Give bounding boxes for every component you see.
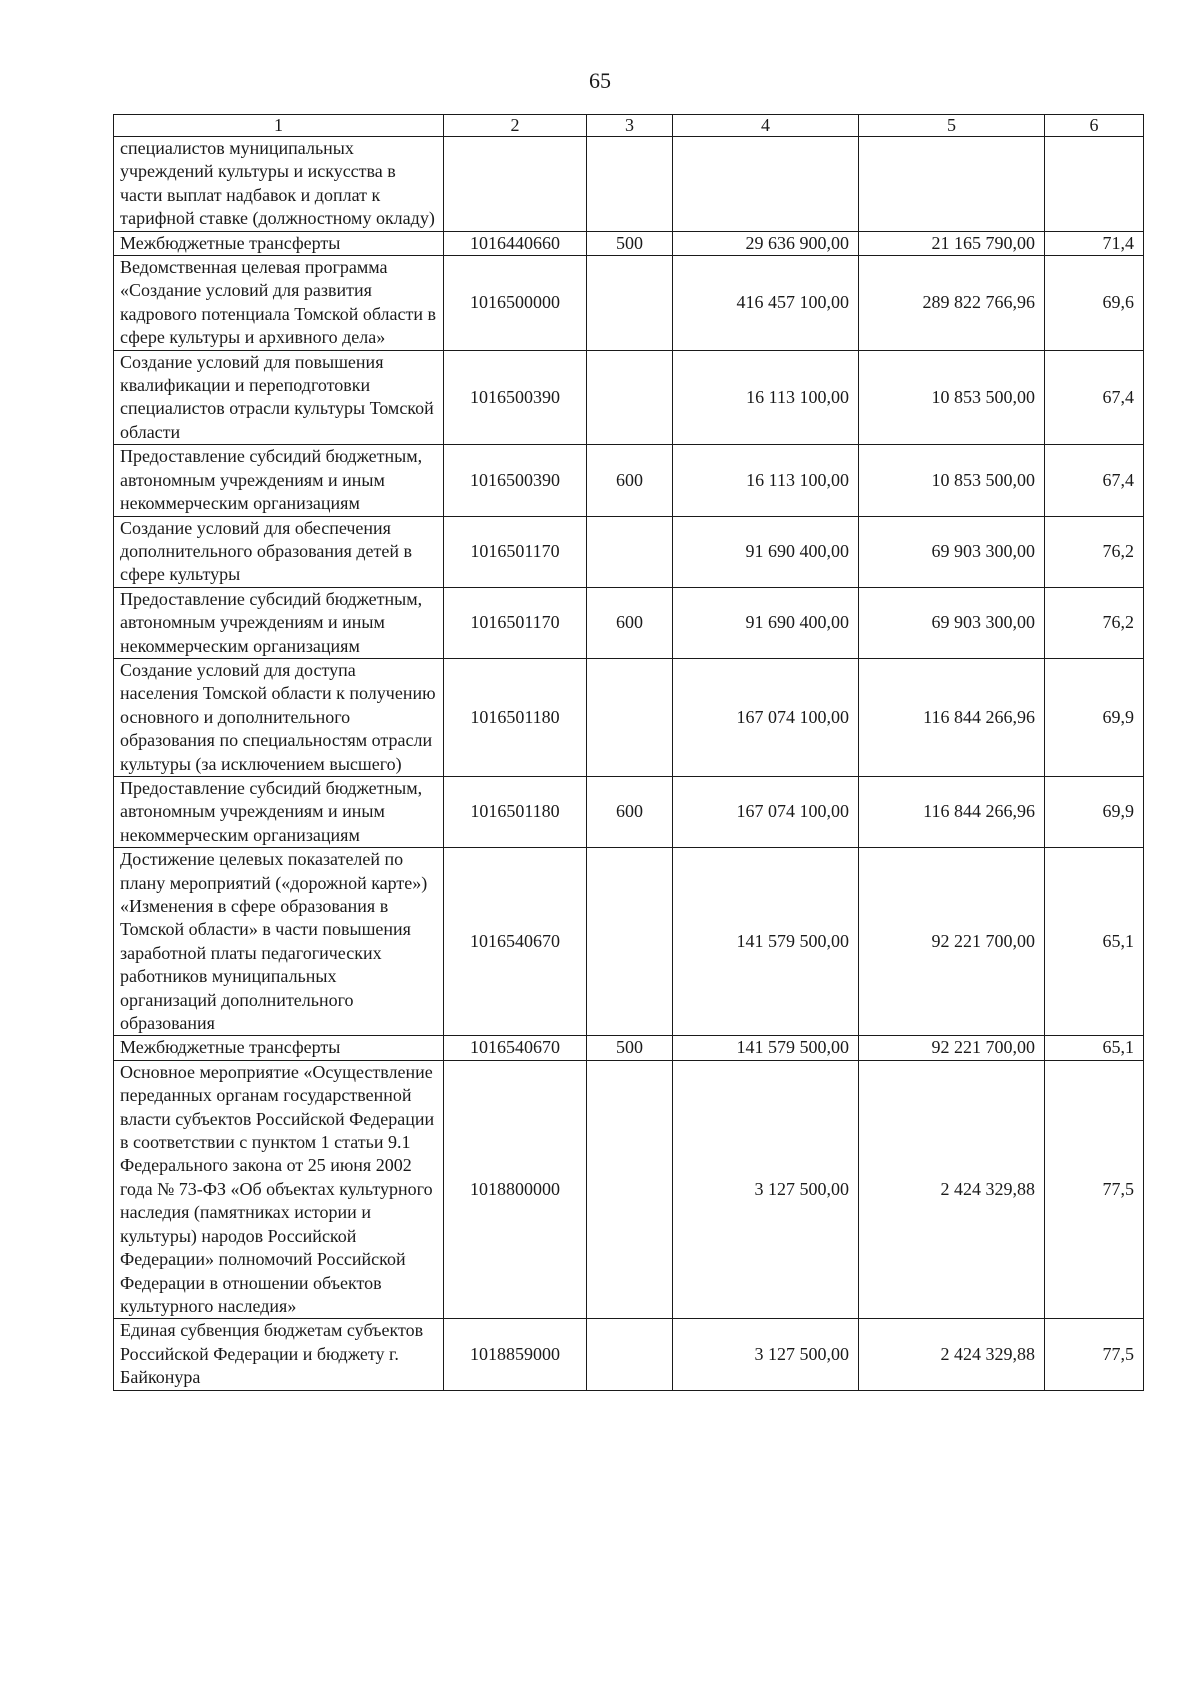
- table-row: [114, 350, 1144, 445]
- row-actual-amount: 92 221 700,00: [859, 848, 1045, 1036]
- column-header: 3: [587, 115, 673, 137]
- row-expense-type: [587, 1060, 673, 1318]
- table-row: [114, 848, 1144, 1036]
- row-description: Единая субвенция бюджетам субъектов Российской Федерации и бюджету г. Байконура: [114, 1319, 444, 1390]
- row-description: Создание условий для обеспечения дополнительного образования детей в сфере культуры: [114, 516, 444, 587]
- table-row: [114, 256, 1144, 351]
- row-target-code: 1016501170: [444, 587, 587, 658]
- row-execution-percent: 69,6: [1045, 256, 1144, 351]
- row-description: Создание условий для доступа населения Томской области к получению основного и дополнительного образования по специальностям отрасли культуры (за исключением высшего): [114, 658, 444, 776]
- row-planned-amount: 29 636 900,00: [673, 231, 859, 255]
- column-header: 6: [1045, 115, 1144, 137]
- row-execution-percent: 67,4: [1045, 445, 1144, 516]
- row-expense-type: 600: [587, 587, 673, 658]
- row-description: Основное мероприятие «Осуществление переданных органам государственной власти субъектов Российской Федерации в соответствии с пунктом 1 статьи 9.1 Федерального закона от 25 июня 2002 года № 73-ФЗ «Об объектах культурного наследия (памятниках истории и культуры) народов Российской Федерации» полномочий Российской Федерации в отношении объектов культурного наследия»: [114, 1060, 444, 1318]
- row-actual-amount: 69 903 300,00: [859, 587, 1045, 658]
- row-actual-amount: 10 853 500,00: [859, 445, 1045, 516]
- row-description: Создание условий для повышения квалификации и переподготовки специалистов отрасли культуры Томской области: [114, 350, 444, 445]
- row-target-code: 1016501180: [444, 658, 587, 776]
- column-header: 2: [444, 115, 587, 137]
- row-expense-type: [587, 137, 673, 232]
- budget-execution-table: [113, 114, 1144, 1391]
- row-execution-percent: 65,1: [1045, 848, 1144, 1036]
- row-planned-amount: 3 127 500,00: [673, 1060, 859, 1318]
- row-actual-amount: 69 903 300,00: [859, 516, 1045, 587]
- row-planned-amount: 16 113 100,00: [673, 445, 859, 516]
- row-description: Достижение целевых показателей по плану мероприятий («дорожной карте») «Изменения в сфере образования в Томской области» в части повышения заработной платы педагогических работников муниципальных организаций дополнительного образования: [114, 848, 444, 1036]
- table-row: [114, 445, 1144, 516]
- row-expense-type: 500: [587, 231, 673, 255]
- column-header: 5: [859, 115, 1045, 137]
- row-planned-amount: 3 127 500,00: [673, 1319, 859, 1390]
- row-target-code: [444, 137, 587, 232]
- page-number: 65: [589, 68, 611, 93]
- row-target-code: 1016500390: [444, 445, 587, 516]
- row-description: Предоставление субсидий бюджетным, автономным учреждениям и иным некоммерческим организациям: [114, 587, 444, 658]
- row-actual-amount: 2 424 329,88: [859, 1319, 1045, 1390]
- row-expense-type: [587, 350, 673, 445]
- row-execution-percent: [1045, 137, 1144, 232]
- row-description: Предоставление субсидий бюджетным, автономным учреждениям и иным некоммерческим организациям: [114, 445, 444, 516]
- row-target-code: 1016500390: [444, 350, 587, 445]
- table-row: [114, 516, 1144, 587]
- table-row: [114, 776, 1144, 847]
- row-expense-type: [587, 848, 673, 1036]
- row-target-code: 1016540670: [444, 848, 587, 1036]
- table-row: [114, 1319, 1144, 1390]
- row-description: Предоставление субсидий бюджетным, автономным учреждениям и иным некоммерческим организациям: [114, 776, 444, 847]
- row-target-code: 1018800000: [444, 1060, 587, 1318]
- row-planned-amount: 91 690 400,00: [673, 516, 859, 587]
- row-planned-amount: 416 457 100,00: [673, 256, 859, 351]
- row-description: Межбюджетные трансферты: [114, 1036, 444, 1060]
- row-planned-amount: 91 690 400,00: [673, 587, 859, 658]
- row-expense-type: 600: [587, 445, 673, 516]
- row-actual-amount: 2 424 329,88: [859, 1060, 1045, 1318]
- row-target-code: 1016501180: [444, 776, 587, 847]
- row-actual-amount: 116 844 266,96: [859, 658, 1045, 776]
- column-header: 4: [673, 115, 859, 137]
- row-target-code: 1016540670: [444, 1036, 587, 1060]
- table-row: [114, 587, 1144, 658]
- row-execution-percent: 69,9: [1045, 776, 1144, 847]
- column-header: 1: [114, 115, 444, 137]
- row-expense-type: [587, 658, 673, 776]
- row-planned-amount: 16 113 100,00: [673, 350, 859, 445]
- row-target-code: 1016440660: [444, 231, 587, 255]
- table-row: [114, 1036, 1144, 1060]
- row-expense-type: [587, 516, 673, 587]
- row-execution-percent: 67,4: [1045, 350, 1144, 445]
- row-expense-type: [587, 1319, 673, 1390]
- row-target-code: 1016500000: [444, 256, 587, 351]
- row-expense-type: 500: [587, 1036, 673, 1060]
- row-planned-amount: 167 074 100,00: [673, 658, 859, 776]
- row-planned-amount: [673, 137, 859, 232]
- row-execution-percent: 77,5: [1045, 1060, 1144, 1318]
- row-expense-type: [587, 256, 673, 351]
- row-description: Межбюджетные трансферты: [114, 231, 444, 255]
- table-row: [114, 137, 1144, 232]
- row-actual-amount: [859, 137, 1045, 232]
- row-target-code: 1018859000: [444, 1319, 587, 1390]
- row-planned-amount: 141 579 500,00: [673, 1036, 859, 1060]
- row-actual-amount: 116 844 266,96: [859, 776, 1045, 847]
- row-execution-percent: 71,4: [1045, 231, 1144, 255]
- row-execution-percent: 77,5: [1045, 1319, 1144, 1390]
- row-actual-amount: 289 822 766,96: [859, 256, 1045, 351]
- row-execution-percent: 76,2: [1045, 516, 1144, 587]
- table-row: [114, 658, 1144, 776]
- row-execution-percent: 65,1: [1045, 1036, 1144, 1060]
- table-row: [114, 231, 1144, 255]
- row-planned-amount: 141 579 500,00: [673, 848, 859, 1036]
- row-actual-amount: 10 853 500,00: [859, 350, 1045, 445]
- row-description: специалистов муниципальных учреждений культуры и искусства в части выплат надбавок и доплат к тарифной ставке (должностному окладу): [114, 137, 444, 232]
- row-execution-percent: 76,2: [1045, 587, 1144, 658]
- row-description: Ведомственная целевая программа «Создание условий для развития кадрового потенциала Томской области в сфере культуры и архивного дела»: [114, 256, 444, 351]
- row-actual-amount: 21 165 790,00: [859, 231, 1045, 255]
- table-row: [114, 1060, 1144, 1318]
- row-planned-amount: 167 074 100,00: [673, 776, 859, 847]
- row-actual-amount: 92 221 700,00: [859, 1036, 1045, 1060]
- row-target-code: 1016501170: [444, 516, 587, 587]
- row-expense-type: 600: [587, 776, 673, 847]
- table-header-row: [114, 115, 1144, 137]
- row-execution-percent: 69,9: [1045, 658, 1144, 776]
